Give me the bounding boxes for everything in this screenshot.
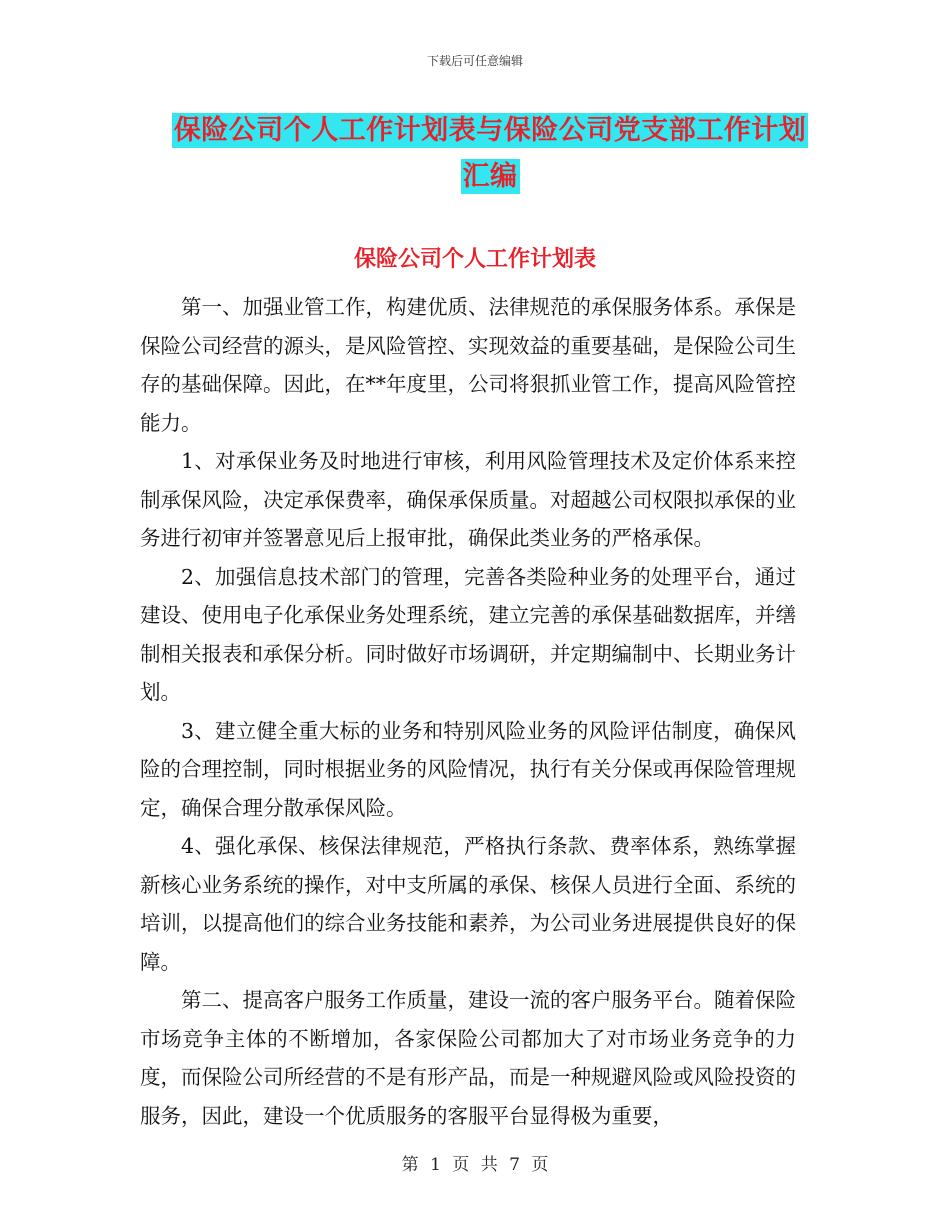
paragraph: 第一、加强业管工作，构建优质、法律规范的承保服务体系。承保是保险公司经营的源头，是风险管控、实现效益的重要基础，是保险公司生存的基础保障。因此，在**年度里，公司将狠抓业管工作，提高风险管控能力。 (140, 295, 796, 435)
body-text (140, 288, 796, 1135)
document-title-line2: 汇编 (462, 161, 518, 192)
header-note: 下载后可任意编辑 (426, 54, 523, 68)
paragraph: 第二、提高客户服务工作质量，建设一流的客户服务平台。随着保险市场竞争主体的不断增加，各家保险公司都加大了对市场业务竞争的力度，而保险公司所经营的不是有形产品，而是一种规避风险或风险投资的服务，因此，建设一个优质服务的客服平台显得极为重要， (140, 988, 796, 1128)
page-footer: 第 1 页 共 7 页 (401, 1155, 549, 1175)
paragraph: 1、对承保业务及时地进行审核，利用风险管理技术及定价体系来控制承保风险，决定承保费率，确保承保质量。对超越公司权限拟承保的业务进行初审并签署意见后上报审批，确保此类业务的严格承保。 (140, 449, 796, 550)
paragraph: 4、强化承保、核保法律规范，严格执行条款、费率体系，熟练掌握新核心业务系统的操作，对中支所属的承保、核保人员进行全面、系统的培训，以提高他们的综合业务技能和素养，为公司业务进展提供良好的保障。 (140, 834, 796, 974)
document-title (140, 108, 840, 200)
paragraph: 2、加强信息技术部门的管理，完善各类险种业务的处理平台，通过建设、使用电子化承保业务处理系统，建立完善的承保基础数据库，并缮制相关报表和承保分析。同时做好市场调研，并定期编制中、长期业务计划。 (140, 564, 796, 704)
section-title: 保险公司个人工作计划表 (353, 247, 596, 272)
paragraph: 3、建立健全重大标的业务和特别风险业务的风险评估制度，确保风险的合理控制，同时根据业务的风险情况，执行有关分保或再保险管理规定，确保合理分散承保风险。 (140, 718, 796, 820)
document-title-line1: 保险公司个人工作计划表与保险公司党支部工作计划 (173, 115, 807, 146)
